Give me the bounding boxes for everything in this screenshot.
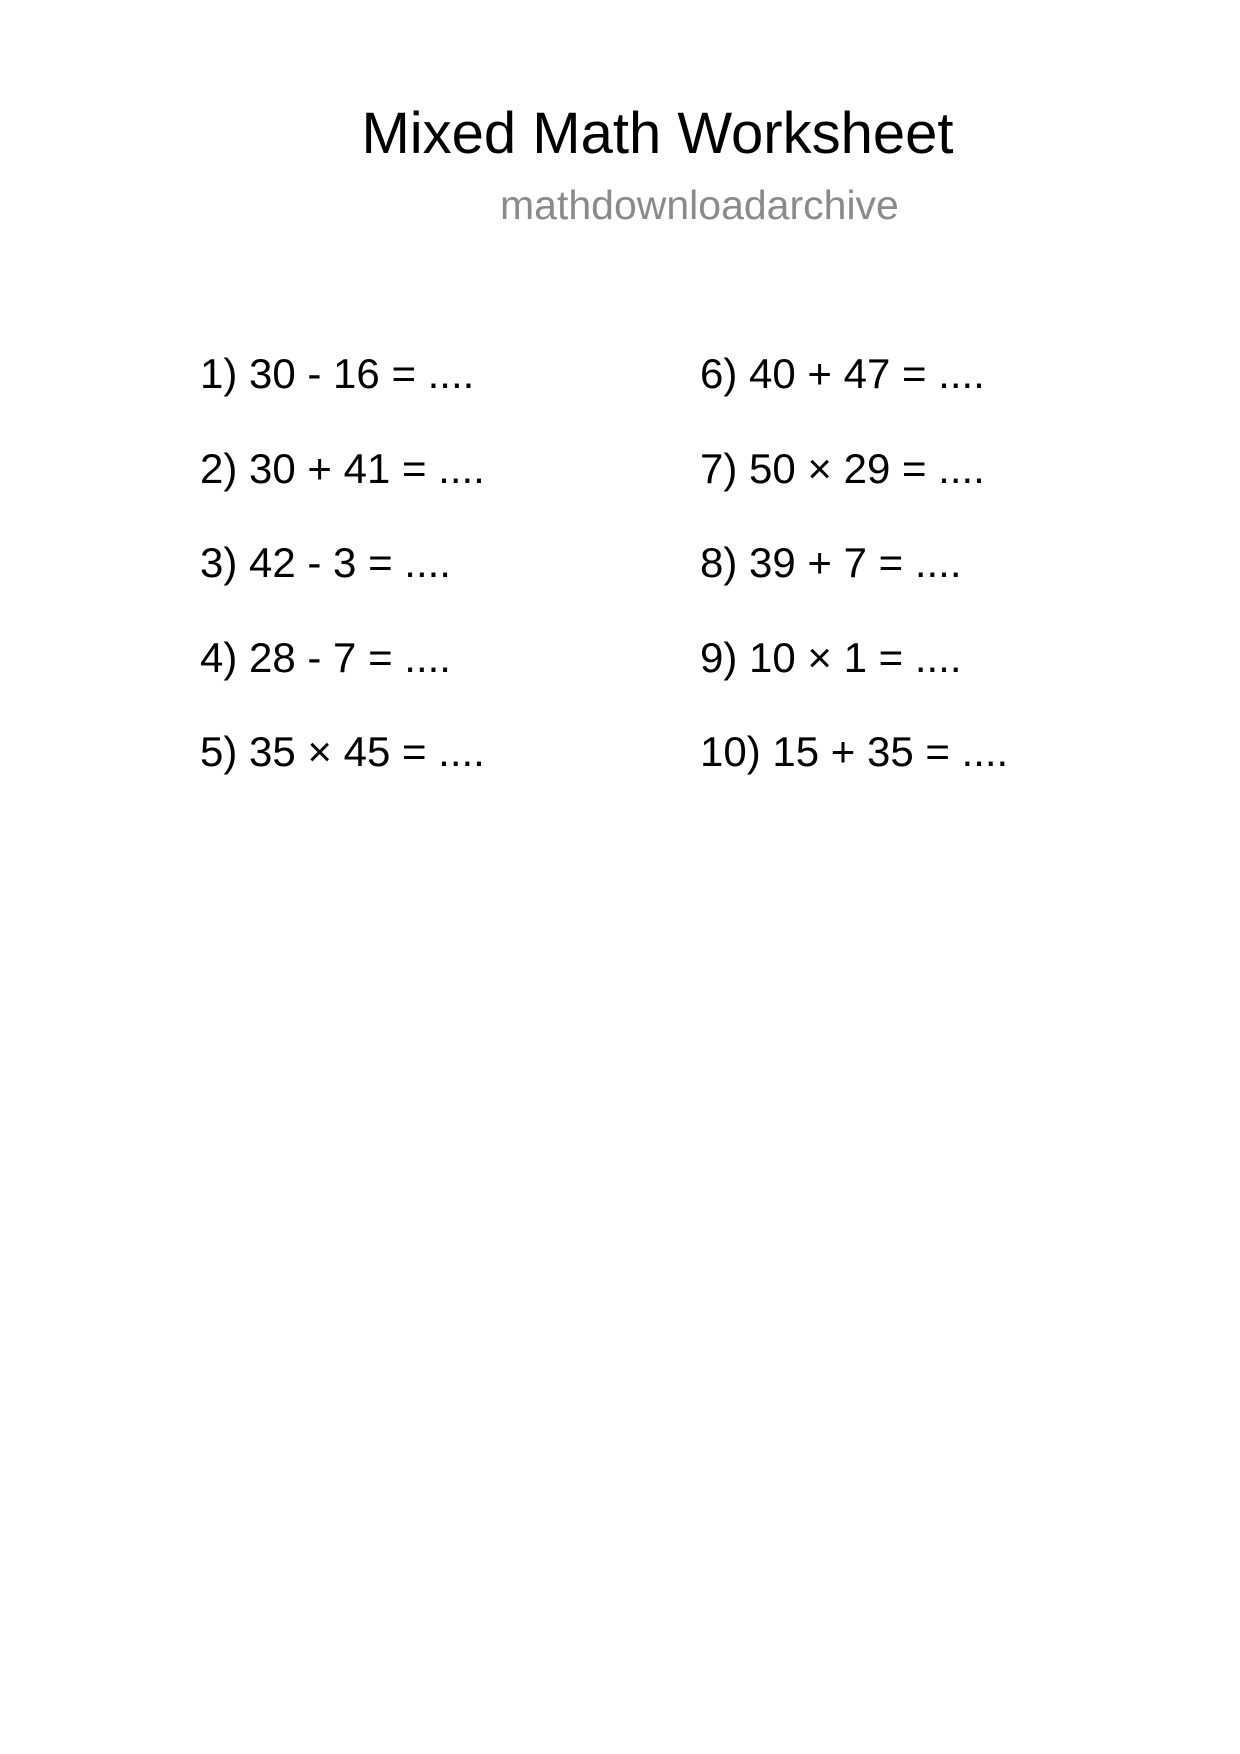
problem-4: 4) 28 - 7 = .... <box>200 633 451 681</box>
problem-3: 3) 42 - 3 = .... <box>200 539 451 586</box>
problem-10: 10) 15 + 35 = .... <box>700 728 1009 775</box>
problem-6: 6) 40 + 47 = .... <box>700 350 985 397</box>
problem-9: 9) 10 × 1 = .... <box>700 633 962 681</box>
page-title: Mixed Math Worksheet <box>361 101 954 166</box>
problem-list <box>200 348 1100 821</box>
problem-2: 2) 30 + 41 = .... <box>200 444 485 492</box>
problem-5: 5) 35 × 45 = .... <box>200 728 485 775</box>
problem-1: 1) 30 - 16 = .... <box>200 350 475 397</box>
problem-7: 7) 50 × 29 = .... <box>700 444 985 492</box>
problem-8: 8) 39 + 7 = .... <box>700 539 962 586</box>
page-subtitle: mathdownloadarchive <box>500 182 899 228</box>
